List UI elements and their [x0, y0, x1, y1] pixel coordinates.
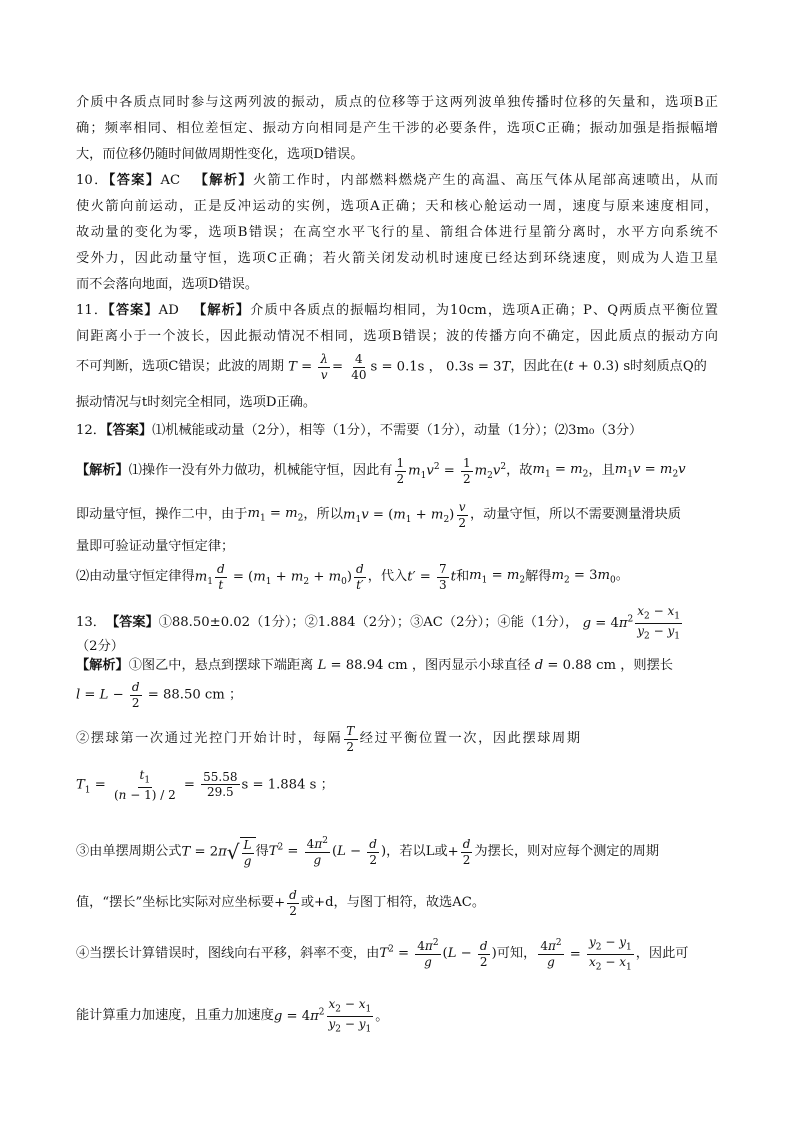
formula: T = 2π √ L g: [182, 837, 256, 867]
formula-line: [76, 676, 718, 714]
question-number: 12．: [76, 423, 106, 438]
text-span: 能计算重力加速度，且重力加速度: [76, 1008, 274, 1024]
text-span: 时刻质点Q的: [630, 359, 707, 375]
formula: + $\frac{d}{2}$: [274, 887, 297, 918]
text-span: ⑴操作一没有外力做功，机械能守恒，因此有: [128, 463, 393, 479]
text-span: ，若以L或: [386, 844, 448, 860]
text-span: ③由单摆周期公式: [76, 844, 182, 860]
formula: $g = 4\pi^2$ $\frac{x_2 - x_1}{y_2 - y_1}$: [582, 603, 680, 641]
formula: d = 0.88 cm: [534, 658, 621, 674]
text-line-with-formula: [76, 884, 718, 922]
formula: $T^2$ = $\frac{4\pi^2}{g}$ (L − $\frac{d}{2}$ ): [268, 836, 387, 867]
text-line: 振动情况与t时刻完全相同，选项D正确。: [76, 395, 317, 410]
answer-value: ①88.50±0.02（1分）；②1.884（2分）；③AC（2分）；④能（1分），: [158, 615, 579, 631]
text-line-with-formula: [76, 830, 718, 874]
answer-tag: 【答案】: [105, 615, 159, 631]
text-line: 量即可验证动量守恒定律；: [76, 539, 235, 554]
explanation-tag: 【解析】: [76, 658, 129, 674]
answer-tag: 【答案】: [105, 423, 153, 438]
formula: $m_1 = m_2$: [247, 505, 304, 524]
text-span: ，因此可: [635, 946, 689, 962]
formula: $T_1$ = $\frac{t_1}{(n - 1) / 2}$ = $\frac{55.58}{29.5}$ s = 1.884 s ；: [76, 767, 334, 802]
answer-tag: 【答案】: [108, 303, 159, 318]
text-span: 即动量守恒，操作二中，由于: [76, 507, 248, 523]
formula: $m_1$ $\frac{d}{t}$ = $(m_1 + m_2 + m_0)$ $\frac{d}{t'}$: [194, 561, 364, 592]
text-span: ，动量守恒，所以不需要测量滑块质: [469, 507, 681, 523]
formula: $\frac{4\pi^2}{g}$ = $\frac{y_2 - y_1}{x_2 - x_1}$: [540, 934, 632, 972]
formula: $\frac{T}{2}$: [346, 723, 356, 754]
text-span: ，故: [506, 463, 533, 479]
text-line-with-formula: [76, 654, 718, 678]
text-line: 受外力，因此动量守恒，选项C正确；若火箭关闭发动机时速度已经达到环绕速度，则成为人造卫星: [76, 251, 718, 266]
text-line: 确；频率相同、相位差恒定、振动方向相同是产生干涉的必要条件，选项C正确；振动加强是指振幅增: [76, 121, 718, 136]
answer-value: AC: [160, 173, 181, 188]
text-span: ，代入: [367, 569, 408, 585]
text-line-with-formula: [76, 996, 718, 1036]
q10-header: [76, 174, 718, 187]
text-span: 解得: [525, 569, 552, 585]
formula: T = $\frac{\lambda}{v}$ = $\frac{4}{40}$ s = 0.1s ， 0.3s = 3T: [288, 351, 511, 382]
text-line: 介质中各质点同时参与这两列波的振动，质点的位移等于这两列波单独传播时位移的矢量和，选项B正: [76, 95, 718, 110]
formula-line: [76, 766, 718, 804]
question-number: 13．: [76, 615, 106, 631]
q12-header: [76, 424, 718, 437]
text-span: ④当摆长计算错误时，图线向右平移，斜率不变，由: [76, 946, 380, 962]
formula: $m_1 = m_2$: [532, 461, 589, 480]
q11-header: [76, 304, 718, 317]
formula: L = 88.94 cm: [317, 658, 412, 674]
text-span: 或+d，与图丁相符，故选AC。: [300, 895, 486, 911]
text-span: 值，“摆长”坐标比实际对应坐标要: [76, 895, 275, 911]
answer-value: ⑴机械能或动量（2分），相等（1分），不需要（1分），动量（1分）；⑵3m₀（3分）: [152, 423, 643, 438]
text-line-with-formula: [76, 346, 718, 388]
text-line-with-formula: [76, 720, 718, 758]
text-line: 大，而位移仍随时间做周期性变化，选项D错误。: [76, 147, 364, 162]
text-line: 间距离小于一个波长，因此振动情况不相同，选项B错误；波的传播方向不确定，因此质点的振动方向: [76, 329, 718, 344]
text-span: 火箭工作时，内部燃料燃烧产生的高温、高压气体从尾部高速喷出，从而: [252, 173, 719, 188]
formula: $g = 4\pi^2$ $\frac{x_2 - x_1}{y_2 - y_1}$ 。: [273, 996, 389, 1034]
explanation-tag: 【解析】: [76, 463, 129, 479]
formula: $\frac{1}{2}$ $m_1v^2$ = $\frac{1}{2}$ $m_2v^2$: [396, 455, 507, 486]
formula: $m_2 = 3m_0$。: [551, 567, 629, 586]
text-span: ，则摆长: [620, 658, 673, 674]
formula: $T^2$ = $\frac{4\pi^2}{g}$ (L − $\frac{d}{2}$ ): [379, 938, 497, 969]
explanation-tag: 【解析】: [193, 173, 253, 188]
text-line-with-formula: [76, 934, 718, 974]
text-span: ，所以: [303, 507, 343, 523]
text-line: 故动量的变化为零，选项B错误；在高空水平飞行的星、箭组合体进行星箭分离时，水平方向系统不: [76, 225, 718, 240]
text-span: ①图乙中，悬点到摆球下端距离: [128, 658, 314, 674]
q13-header: [76, 604, 718, 642]
answer-value: AD: [158, 303, 179, 318]
formula: l = L − $\frac{d}{2}$ = 88.50 cm ；: [76, 679, 243, 710]
text-line-with-formula: [76, 452, 718, 490]
text-line: 而不会落向地面，选项D错误。: [76, 277, 259, 292]
text-line-with-formula: [76, 496, 718, 534]
text-span: ，因此在: [510, 359, 564, 375]
text-line: （2分）: [76, 639, 124, 654]
answer-tag: 【答案】: [108, 173, 161, 188]
text-line: 使火箭向前运动，正是反冲运动的实例，选项A正确；天和核心舱运动一周，速度与原来速度相同，: [76, 199, 718, 214]
text-span: 得: [255, 844, 269, 860]
text-span: 介质中各质点的振幅均相同，为10cm，选项A正确；P、Q两质点平衡位置: [250, 303, 718, 318]
formula: $m_1v = m_2v$: [614, 461, 686, 480]
formula: t′ = $\frac{7}{3}$ t: [407, 561, 456, 592]
text-line-with-formula: [76, 558, 718, 596]
formula: $m_1 = m_2$: [469, 567, 526, 586]
text-span: ②摆球第一次通过光控门开始计时，每隔: [76, 731, 343, 747]
text-span: 为摆长，则对应每个测定的周期: [474, 844, 660, 860]
formula: (t + 0.3) s: [563, 359, 631, 375]
formula: + $\frac{d}{2}$: [447, 836, 471, 867]
question-number: 11．: [76, 303, 109, 318]
question-number: 10．: [76, 173, 109, 188]
text-span: ，图丙显示小球直径: [411, 658, 531, 674]
text-span: 和: [455, 569, 470, 585]
text-span: ⑵由动量守恒定律得: [76, 569, 195, 585]
explanation-tag: 【解析】: [191, 303, 251, 318]
text-span: ，且: [588, 463, 615, 479]
formula: $m_1v = (m_1 + m_2)$ $\frac{v}{2}$: [342, 499, 466, 530]
text-span: 可知，: [496, 946, 537, 962]
text-span: 经过平衡位置一次，因此摆球周期: [359, 731, 582, 747]
text-span: 不可判断，选项C错误；此波的周期: [76, 359, 284, 375]
